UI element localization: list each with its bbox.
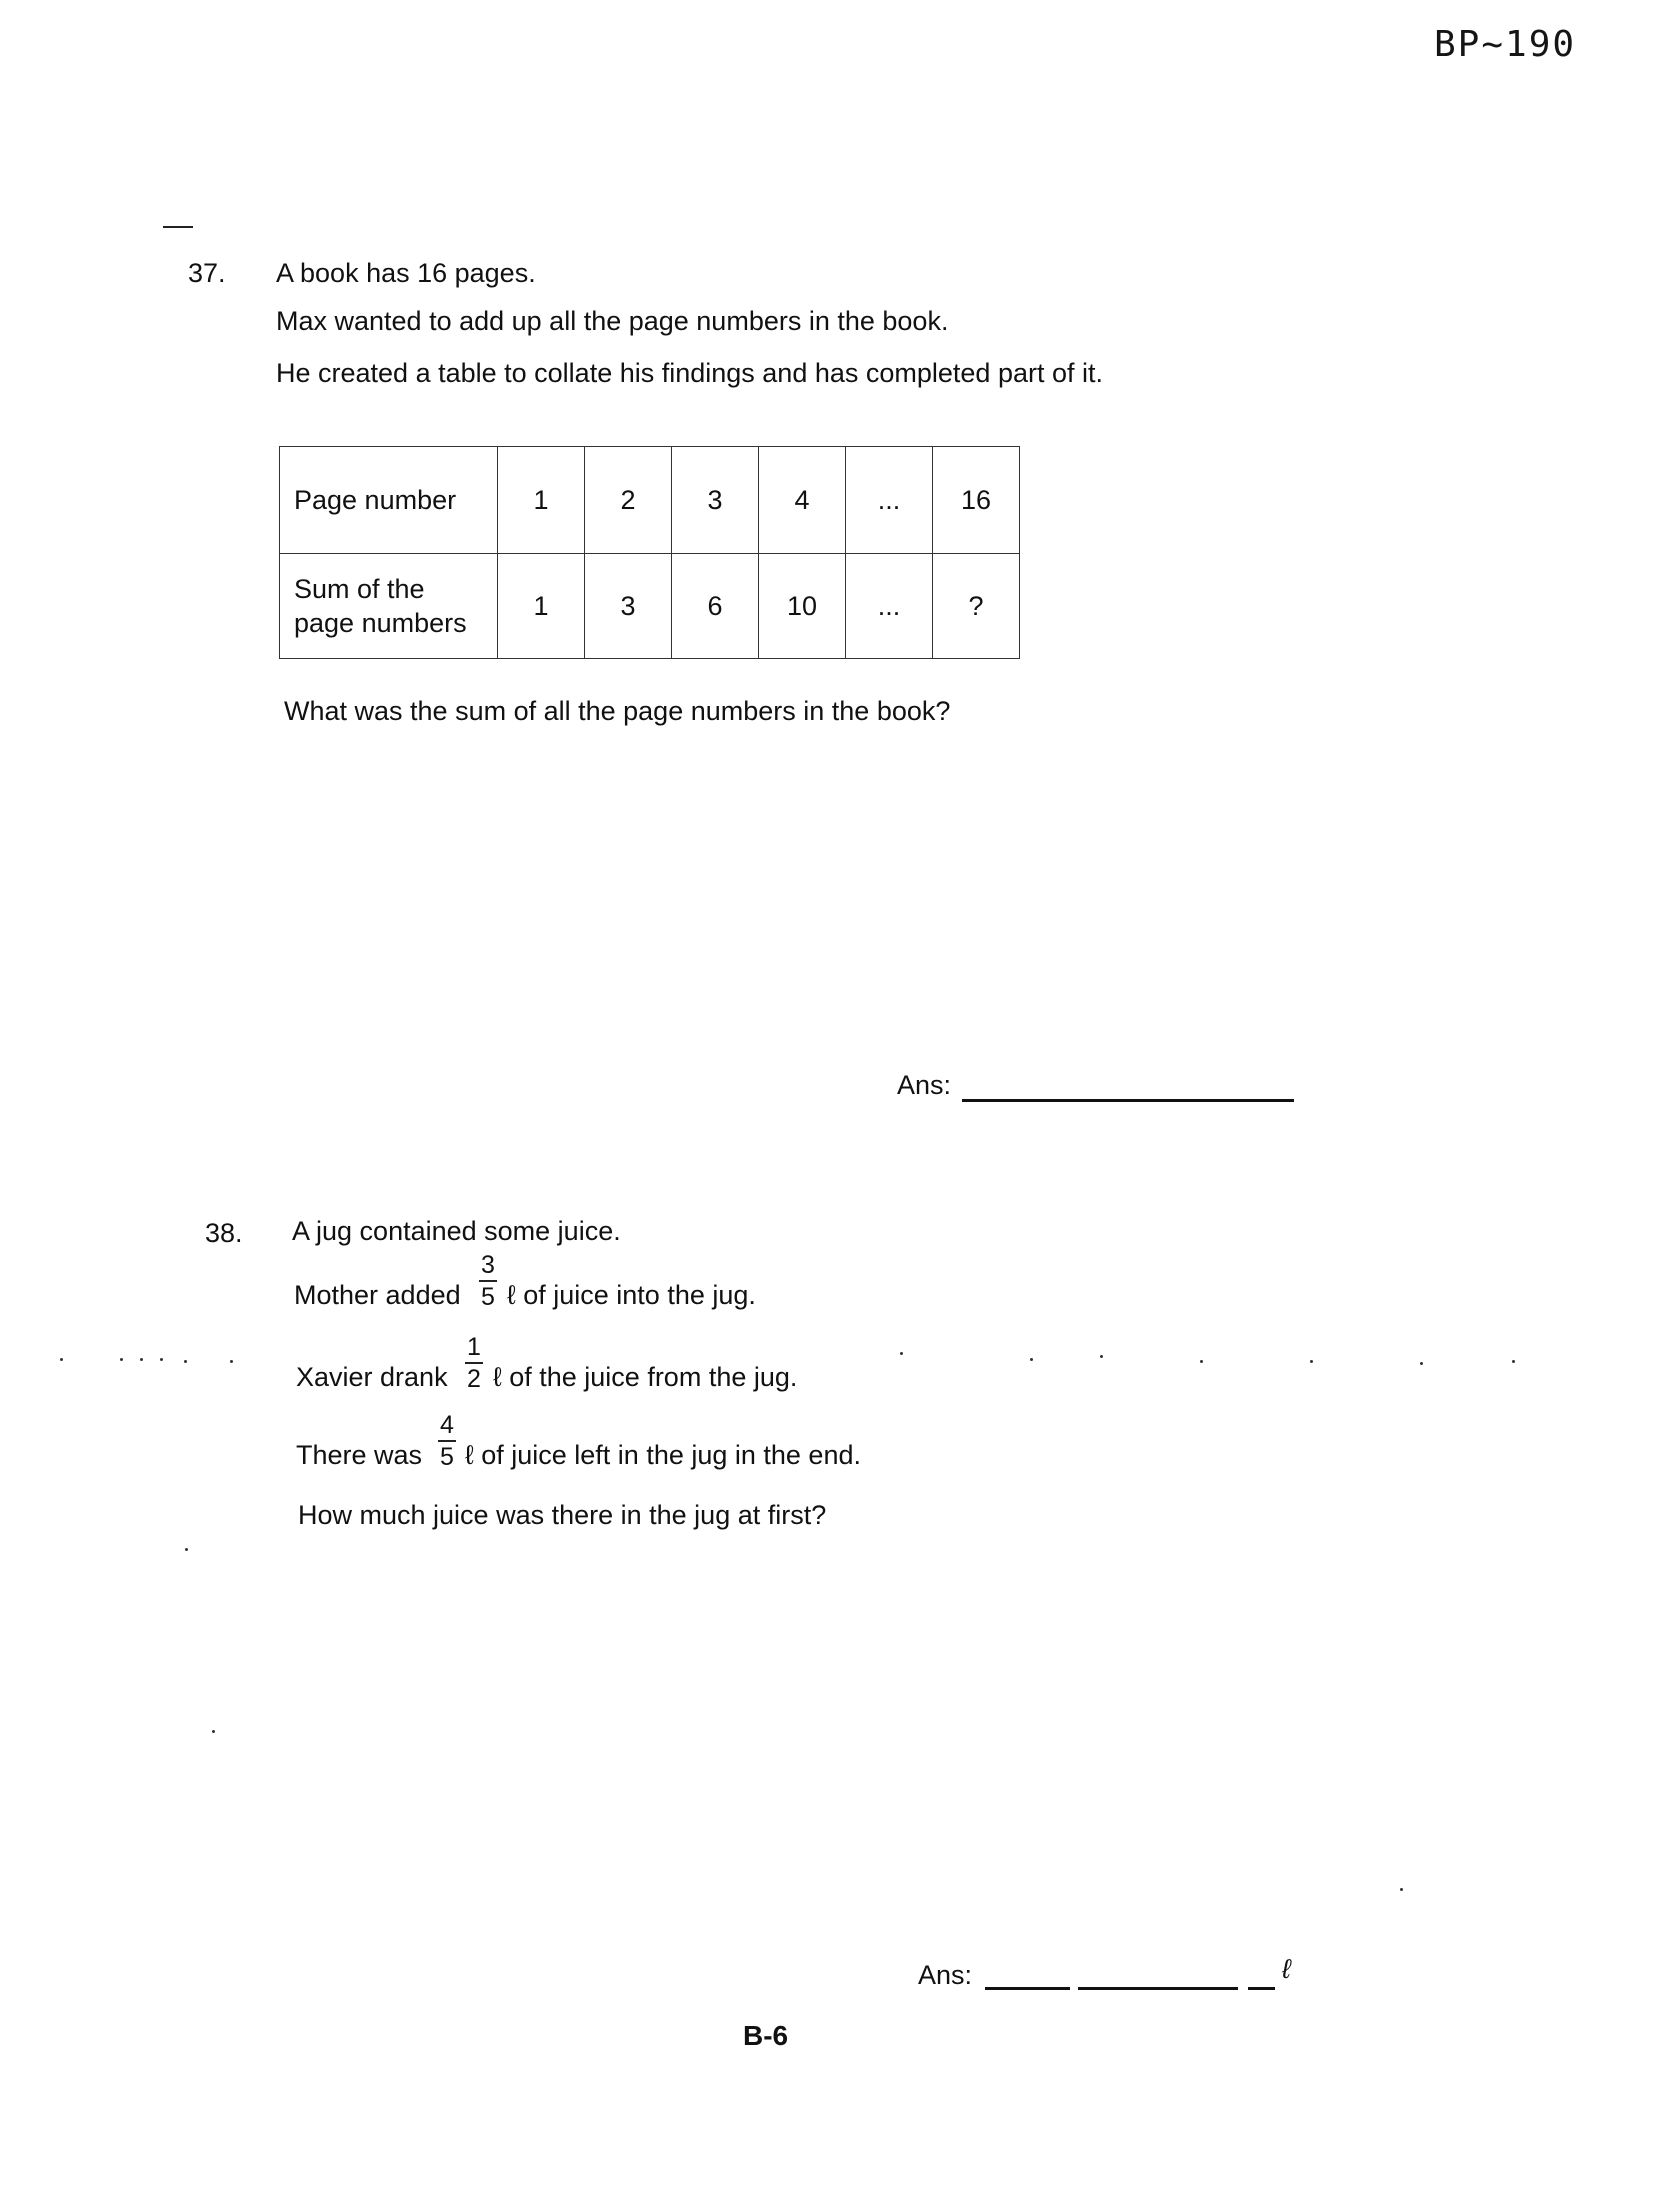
fraction-numerator: 3 [481,1251,495,1279]
question-38-line-3-start: Xavier drank [296,1362,448,1392]
fraction-four-fifths [434,1412,460,1470]
scan-speck [185,1548,188,1551]
scan-speck [900,1352,903,1355]
row-label-sum-line-2: page numbers [294,608,467,638]
page-sum-table [279,446,1020,659]
table-cell: 6 [672,554,759,659]
question-37-line-3: He created a table to collate his findings and has completed part of it. [276,358,1103,388]
fraction-denominator: 5 [481,1283,495,1311]
fraction-three-fifths [475,1252,501,1310]
scan-speck [120,1358,123,1361]
scan-mark [163,226,193,228]
answer-38-line-3[interactable] [1248,1987,1275,1990]
question-38-line-4-start: There was [296,1440,423,1470]
scan-speck [184,1360,187,1363]
table-cell: ? [933,554,1020,659]
scan-speck [1512,1360,1515,1363]
table-cell: 3 [672,447,759,554]
fraction-bar [465,1362,483,1364]
question-38-line-2-end: ℓ of juice into the jug. [507,1280,756,1310]
question-38-line-4-end: ℓ of juice left in the jug in the end. [465,1440,861,1470]
fraction-one-half [461,1334,487,1392]
fraction-bar [479,1280,497,1282]
scan-speck [1310,1360,1313,1363]
scan-speck [230,1360,233,1363]
row-label-sum-line-1: Sum of the [294,574,425,604]
scan-speck [60,1358,63,1361]
question-38-line-5: How much juice was there in the jug at first? [298,1500,827,1530]
answer-38-unit: ℓ [1282,1954,1291,1984]
answer-38-label: Ans: [918,1960,973,1990]
table-cell: 10 [759,554,846,659]
table-row-page-number [280,447,1020,554]
scan-speck [1400,1888,1403,1891]
fraction-numerator: 4 [440,1411,454,1439]
table-cell: 2 [585,447,672,554]
scan-speck [212,1730,215,1733]
fraction-bar [438,1440,456,1442]
table-cell: ... [846,554,933,659]
question-38-line-3-end: ℓ of the juice from the jug. [493,1362,798,1392]
table-row-sum [280,554,1020,659]
question-37-line-2: Max wanted to add up all the page numbers in the book. [276,306,949,336]
answer-38-line-1[interactable] [985,1987,1070,1990]
fraction-denominator: 5 [440,1443,454,1471]
document-code: BP~190 [1434,24,1577,65]
scan-speck [140,1358,143,1361]
scan-speck [1420,1362,1423,1365]
table-cell: 3 [585,554,672,659]
answer-37-label: Ans: [897,1070,952,1100]
scan-speck [1030,1358,1033,1361]
question-38-line-2-start: Mother added [294,1280,461,1310]
question-37-line-1: A book has 16 pages. [276,258,536,288]
table-cell: 16 [933,447,1020,554]
question-37-prompt: What was the sum of all the page numbers in the book? [284,696,951,726]
table-cell: 1 [498,447,585,554]
scan-speck [1200,1360,1203,1363]
question-37-number: 37. [188,258,226,288]
table-cell: 1 [498,554,585,659]
table-cell: 4 [759,447,846,554]
row-label-page-number: Page number [280,447,498,554]
question-38-number: 38. [205,1218,243,1248]
scan-speck [1100,1355,1103,1358]
fraction-numerator: 1 [467,1333,481,1361]
fraction-denominator: 2 [467,1365,481,1393]
page-number: B-6 [743,2020,789,2051]
scan-speck [160,1358,163,1361]
table-cell: ... [846,447,933,554]
answer-37-line[interactable] [962,1099,1294,1102]
row-label-sum [280,554,498,659]
answer-38-line-2[interactable] [1078,1987,1238,1990]
question-38-line-1: A jug contained some juice. [292,1216,621,1246]
